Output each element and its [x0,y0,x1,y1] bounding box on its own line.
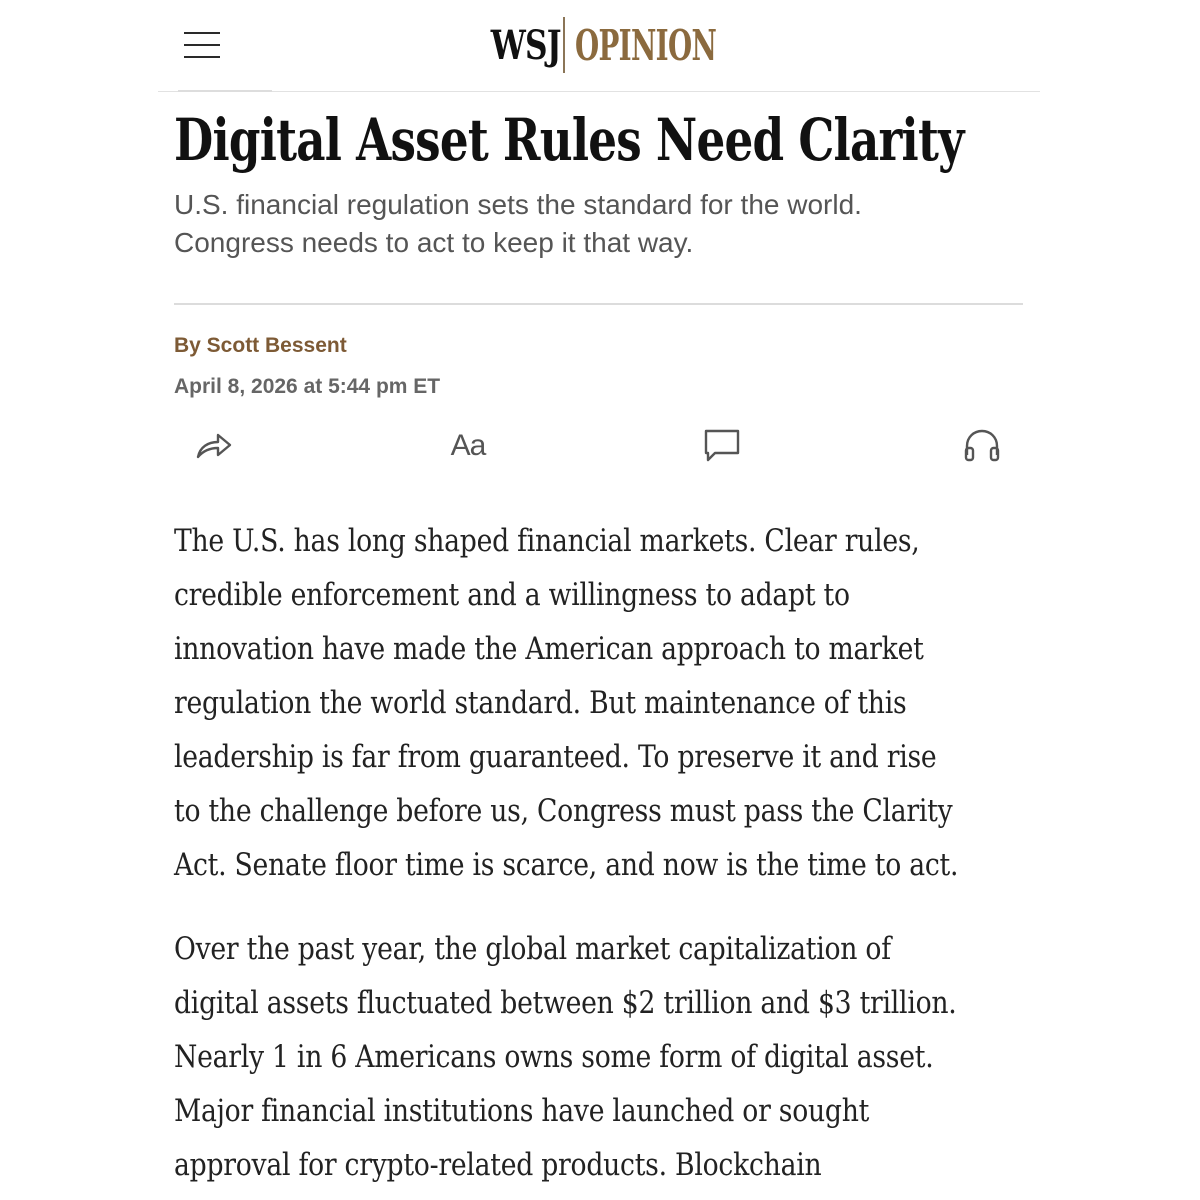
paragraph-line: Nearly 1 in 6 Americans owns some form of digital asset. [174,1039,934,1075]
paragraph-line: leadership is far from guaranteed. To preserve it and rise [174,739,937,775]
comment-icon [703,428,741,464]
byline-divider [174,303,1023,305]
paragraph-line: digital assets fluctuated between $2 trillion and $3 trillion. [174,985,957,1021]
article-headline: Digital Asset Rules Need Clarity [174,106,964,174]
paragraph-line: Over the past year, the global market capitalization of [174,931,891,967]
listen-button[interactable] [958,424,1006,468]
header-accent-line [178,90,272,92]
paragraph-line: The U.S. has long shaped financial markets. Clear rules, [174,523,920,559]
paragraph-line: Major financial institutions have launched or sought [174,1093,870,1129]
author-byline[interactable]: By Scott Bessent [174,334,347,357]
share-icon [194,430,234,462]
header-divider [158,91,1040,92]
article-paragraph [174,922,1017,1192]
masthead-logo[interactable] [0,14,1200,76]
comments-button[interactable] [700,424,744,468]
dek-line: U.S. financial regulation sets the standard for the world. [174,189,862,220]
section-name: OPINION [574,20,716,70]
article-paragraph [174,514,1017,892]
wsj-logo-text: WSJ [491,21,562,69]
paragraph-line: regulation the world standard. But maintenance of this [174,685,907,721]
paragraph-line: innovation have made the American approach to market [174,631,924,667]
text-size-icon: Aa [450,429,486,462]
article-dek [174,186,1034,262]
paragraph-line: Act. Senate floor time is scarce, and now is the time to act. [174,847,959,883]
paragraph-line: to the challenge before us, Congress must pass the Clarity [174,793,953,829]
paragraph-line: approval for crypto-related products. Blockchain [174,1147,822,1183]
headphones-icon [962,428,1002,464]
share-button[interactable] [192,424,236,468]
dek-line: Congress needs to act to keep it that way. [174,227,694,258]
paragraph-line: credible enforcement and a willingness to adapt to [174,577,850,613]
publish-timestamp: April 8, 2026 at 5:44 pm ET [174,375,441,398]
masthead-divider [563,17,565,73]
text-size-button[interactable] [440,424,496,468]
